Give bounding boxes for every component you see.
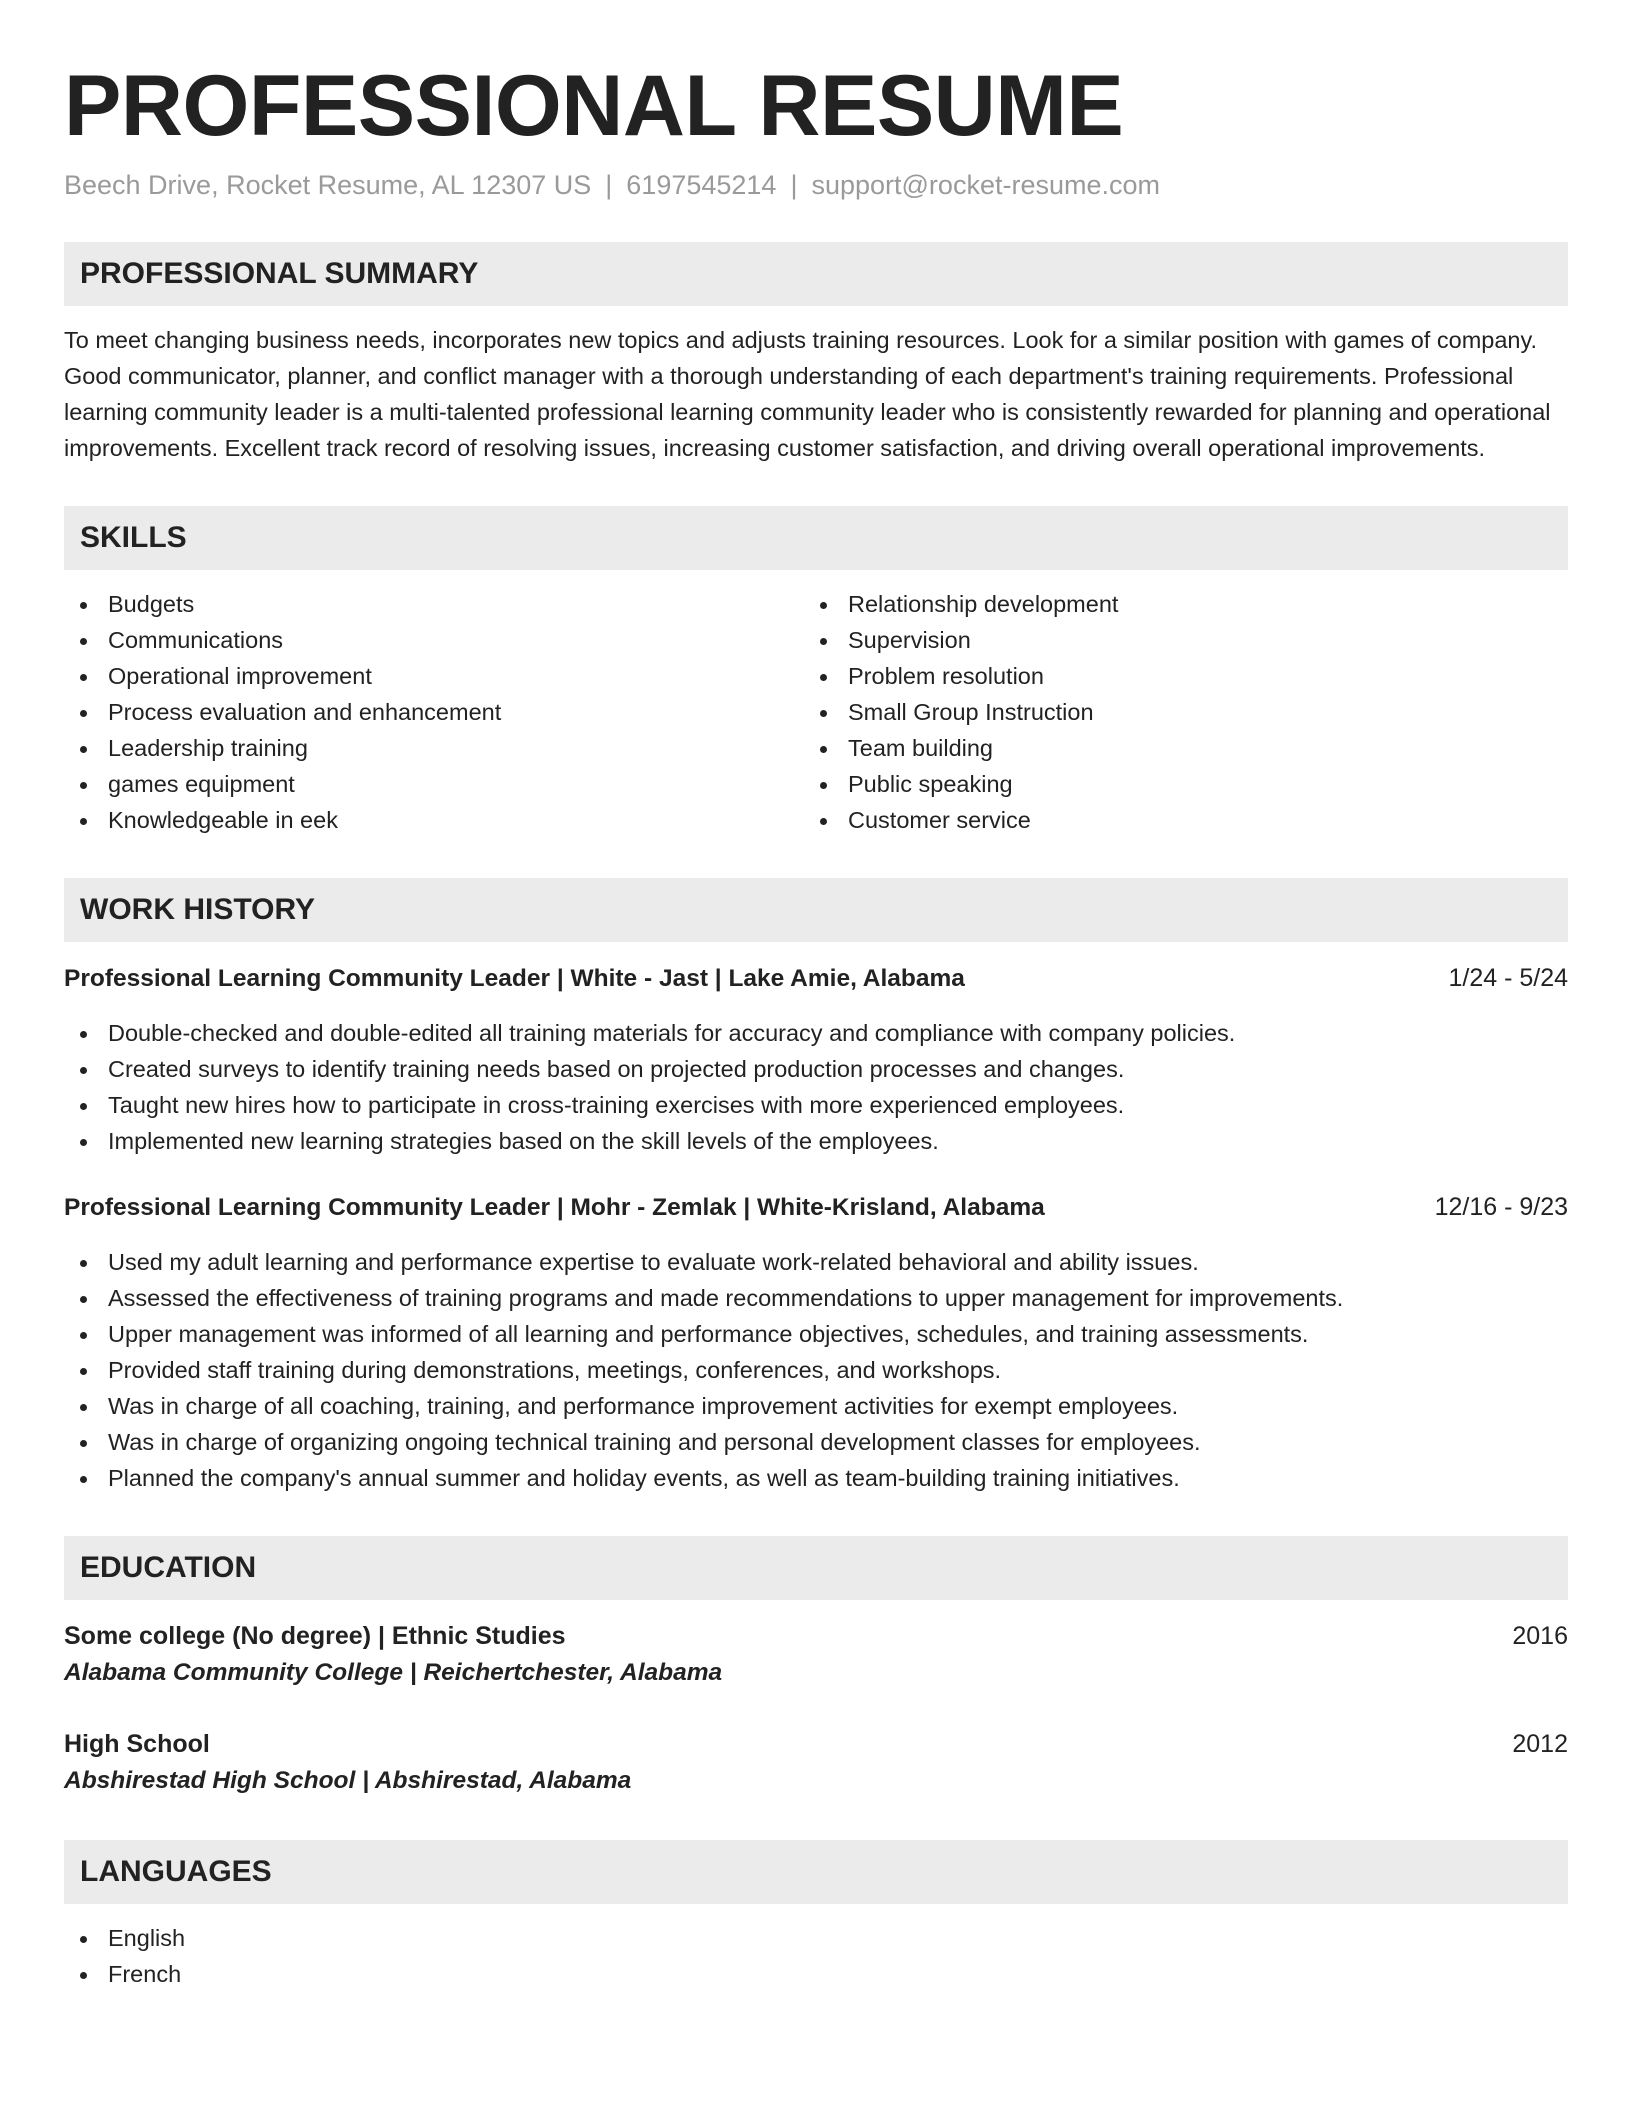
skill-item: Public speaking — [804, 766, 1544, 802]
job-bullet: Used my adult learning and performance expertise to evaluate work-related behavioral and ability issues. — [64, 1244, 1568, 1280]
skills-grid — [64, 586, 1568, 838]
contact-address: Beech Drive, Rocket Resume, AL 12307 US — [64, 170, 592, 200]
education-section — [64, 1536, 1568, 1800]
job-bullets — [64, 1244, 1568, 1496]
work-history-heading: WORK HISTORY — [64, 878, 1568, 942]
education-entry — [64, 1726, 1568, 1800]
job-dates: 1/24 - 5/24 — [1448, 964, 1568, 992]
skill-item: Knowledgeable in eek — [64, 802, 804, 838]
job-title: Professional Learning Community Leader | Mohr - Zemlak | White-Krisland, Alabama — [64, 1194, 1045, 1221]
job-bullets — [64, 1015, 1568, 1159]
job-dates: 12/16 - 9/23 — [1434, 1193, 1568, 1221]
skill-item: Team building — [804, 730, 1544, 766]
contact-separator: | — [790, 170, 798, 200]
job-bullet: Provided staff training during demonstrations, meetings, conferences, and workshops. — [64, 1352, 1568, 1388]
skill-item: games equipment — [64, 766, 804, 802]
contact-email: support@rocket-resume.com — [811, 170, 1160, 200]
skill-item: Operational improvement — [64, 658, 804, 694]
work-history-section — [64, 878, 1568, 1496]
skill-item: Relationship development — [804, 586, 1544, 622]
job-bullet: Was in charge of all coaching, training, and performance improvement activities for exempt employees. — [64, 1388, 1568, 1424]
skill-item: Small Group Instruction — [804, 694, 1544, 730]
skills-column-left — [64, 586, 804, 838]
job-bullet: Assessed the effectiveness of training programs and made recommendations to upper management for improvements. — [64, 1280, 1568, 1316]
summary-heading: PROFESSIONAL SUMMARY — [64, 242, 1568, 306]
skills-section — [64, 506, 1568, 838]
job-entry — [64, 960, 1568, 1159]
skills-column-right — [804, 586, 1544, 838]
job-bullet: Double-checked and double-edited all training materials for accuracy and compliance with company policies. — [64, 1015, 1568, 1051]
languages-heading: LANGUAGES — [64, 1840, 1568, 1904]
job-bullet: Planned the company's annual summer and holiday events, as well as team-building training initiatives. — [64, 1460, 1568, 1496]
education-header — [64, 1618, 1568, 1654]
education-degree: Some college (No degree) | Ethnic Studies — [64, 1622, 566, 1650]
job-bullet: Was in charge of organizing ongoing technical training and personal development classes for employees. — [64, 1424, 1568, 1460]
education-header — [64, 1726, 1568, 1762]
resume-title: PROFESSIONAL RESUME — [64, 58, 1124, 154]
languages-list — [64, 1920, 1568, 1992]
education-heading: EDUCATION — [64, 1536, 1568, 1600]
skill-item: Supervision — [804, 622, 1544, 658]
education-entry — [64, 1618, 1568, 1692]
job-bullet: Taught new hires how to participate in cross-training exercises with more experienced employees. — [64, 1087, 1568, 1123]
job-header — [64, 960, 1568, 997]
contact-phone: 6197545214 — [626, 170, 777, 200]
job-entry — [64, 1189, 1568, 1496]
languages-section — [64, 1840, 1568, 1992]
contact-line — [64, 168, 1568, 202]
skill-item: Problem resolution — [804, 658, 1544, 694]
job-bullet: Upper management was informed of all learning and performance objectives, schedules, and training assessments. — [64, 1316, 1568, 1352]
job-title: Professional Learning Community Leader | White - Jast | Lake Amie, Alabama — [64, 965, 965, 992]
summary-section — [64, 242, 1568, 466]
education-school: Alabama Community College | Reichertchester, Alabama — [64, 1659, 723, 1686]
education-year: 2012 — [1512, 1730, 1568, 1758]
education-degree: High School — [64, 1730, 210, 1758]
skill-item: Leadership training — [64, 730, 804, 766]
education-year: 2016 — [1512, 1622, 1568, 1650]
skill-item: Customer service — [804, 802, 1544, 838]
job-header — [64, 1189, 1568, 1226]
skill-item: Process evaluation and enhancement — [64, 694, 804, 730]
skill-item: Communications — [64, 622, 804, 658]
skill-item: Budgets — [64, 586, 804, 622]
contact-separator: | — [605, 170, 613, 200]
language-item: English — [64, 1920, 1568, 1956]
summary-text: To meet changing business needs, incorporates new topics and adjusts training resources. Look for a similar position with games of company. Good communicator, planner, and conflict manager with a thorough understanding of each department's training requirements. Professional learning community leader is a multi-talented professional learning community leader who is consistently rewarded for planning and operational improvements. Excellent track record of resolving issues, increasing customer satisfaction, and driving overall operational improvements. — [64, 327, 1551, 461]
skills-heading: SKILLS — [64, 506, 1568, 570]
education-school: Abshirestad High School | Abshirestad, Alabama — [64, 1767, 632, 1794]
language-item: French — [64, 1956, 1568, 1992]
job-bullet: Created surveys to identify training needs based on projected production processes and changes. — [64, 1051, 1568, 1087]
job-bullet: Implemented new learning strategies based on the skill levels of the employees. — [64, 1123, 1568, 1159]
